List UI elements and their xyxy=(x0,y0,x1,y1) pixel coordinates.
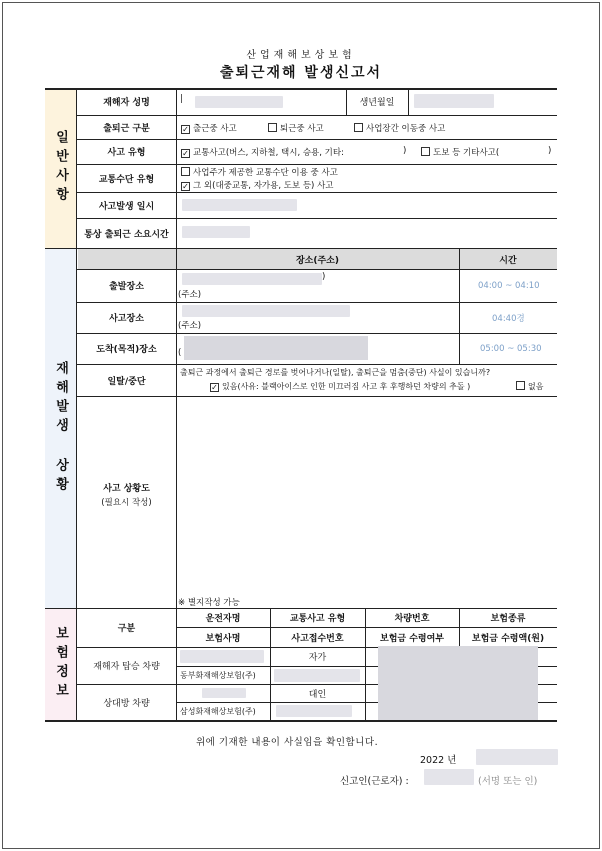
commute-option-go[interactable]: ✓ 출근중 사고 xyxy=(182,124,237,134)
transport-option-provided[interactable]: 사업주가 제공한 교통수단 이용 중 사고 xyxy=(181,166,338,178)
deviation-no-option[interactable]: 없음 xyxy=(516,381,543,392)
commute-option-leave[interactable]: 퇴근중 사고 xyxy=(268,122,324,134)
deviation-label: 일탈/중단 xyxy=(107,376,146,387)
datetime-value xyxy=(182,199,297,211)
arrival-label: 도착(목적)장소 xyxy=(96,345,157,355)
ins-accident-type-label: 교통사고 유형 xyxy=(289,614,346,624)
arrival-time: 05:00 ~ 05:30 xyxy=(480,344,542,354)
victim-name-value xyxy=(195,96,283,108)
checkbox-icon[interactable] xyxy=(421,147,430,156)
departure-label: 출발장소 xyxy=(109,282,144,292)
other-driver-value xyxy=(202,688,246,698)
time-header: 시간 xyxy=(499,255,517,266)
other-accident-type: 대인 xyxy=(308,689,327,700)
form-title: 출퇴근재해 발생신고서 xyxy=(219,65,383,81)
deviation-question: 출퇴근 과정에서 출퇴근 경로를 벗어나거나(일탈), 출퇴근을 멈춤(중단) 사실이 있습니까? xyxy=(180,368,491,377)
section-occurrence-label: 재해발생 상황 xyxy=(53,360,68,496)
departure-time: 04:00 ~ 04:10 xyxy=(478,281,540,291)
victim-insurer: 동부화재해상보험(주) xyxy=(180,671,256,680)
arrival-address-prefix: ( xyxy=(178,348,182,358)
departure-close: ) xyxy=(322,272,326,282)
checkbox-checked-icon[interactable]: ✓ xyxy=(211,383,218,392)
car-no-label: 차량번호 xyxy=(394,614,430,624)
datetime-label: 사고발생 일시 xyxy=(98,201,155,212)
section-general-label: 일반사항 xyxy=(53,130,68,206)
table-bottom-border xyxy=(45,720,557,722)
arrival-address-value xyxy=(184,336,368,360)
cursor-mark: | xyxy=(180,94,183,104)
other-vehicle-label: 상대방 차량 xyxy=(103,698,150,709)
sign-label: (서명 또는 인) xyxy=(478,776,538,787)
reporter-label: 신고인(근로자) : xyxy=(340,776,409,787)
accident-type-traffic[interactable]: ✓ 교통사고(버스, 지하철, 택시, 승용, 기타: xyxy=(182,148,344,158)
separate-note: ※ 별지작성 가능 xyxy=(178,598,240,608)
amount-label: 보험금 수령액(원) xyxy=(471,633,545,644)
claim-no-label: 사고접수번호 xyxy=(291,633,344,644)
date-value xyxy=(476,749,558,765)
accident-type-label: 사고 유형 xyxy=(107,148,146,158)
victim-accident-type: 자가 xyxy=(308,653,327,663)
year-text: 2022 년 xyxy=(420,755,457,766)
checkbox-icon[interactable] xyxy=(516,381,525,390)
victim-name-label: 재해자 성명 xyxy=(103,98,150,108)
section-occurrence xyxy=(45,248,77,608)
confirm-statement: 위에 기재한 내용이 사실임을 확인합니다. xyxy=(196,737,379,748)
checkbox-icon[interactable] xyxy=(268,123,277,132)
victim-claim-no xyxy=(274,669,360,682)
place-header: 장소(주소) xyxy=(295,255,339,266)
divider xyxy=(408,88,409,115)
birthdate-value xyxy=(414,94,494,108)
situation-drawing-area[interactable] xyxy=(177,397,557,594)
usual-time-label: 통상 출퇴근 소요시간 xyxy=(84,229,169,240)
accident-type-walk-close: ) xyxy=(548,146,552,156)
checkbox-icon[interactable] xyxy=(354,123,363,132)
departure-address-prefix: (주소) xyxy=(178,290,202,300)
checkbox-checked-icon[interactable]: ✓ xyxy=(182,149,189,158)
redacted-insurance-values xyxy=(378,646,538,720)
section-general xyxy=(45,88,77,248)
checkbox-checked-icon[interactable]: ✓ xyxy=(182,125,189,134)
accident-place-label: 사고장소 xyxy=(109,314,144,324)
victim-vehicle-label: 재해자 탑승 차량 xyxy=(93,662,160,672)
ins-type-label: 보험종류 xyxy=(490,614,526,624)
form-subtitle: 산업재해보상보험 xyxy=(246,50,356,61)
birthdate-label: 생년월일 xyxy=(359,98,395,108)
section-insurance-label: 보험정보 xyxy=(53,626,68,702)
received-label: 보험금 수령여부 xyxy=(380,633,444,644)
driver-label: 운전자명 xyxy=(205,614,241,624)
accident-type-walk[interactable]: 도보 등 기타사고( xyxy=(421,146,499,158)
commute-type-label: 출퇴근 구분 xyxy=(103,123,150,134)
transport-option-other[interactable]: ✓ 그 외(대중교통, 자가용, 도보 등) 사고 xyxy=(182,181,334,191)
accident-time: 04:40경 xyxy=(492,314,525,324)
accident-type-traffic-close: ) xyxy=(403,146,407,156)
transport-label: 교통수단 유형 xyxy=(98,174,155,185)
victim-driver-value xyxy=(180,650,264,663)
divider xyxy=(176,88,177,248)
other-claim-no xyxy=(276,705,352,717)
situation-sub: (필요시 작성) xyxy=(101,498,152,508)
reporter-name xyxy=(424,769,474,785)
category-label: 구분 xyxy=(117,624,136,634)
other-insurer: 삼성화재해상보험(주) xyxy=(180,707,256,716)
deviation-yes-option[interactable]: ✓ 있음(사유: 블랙아이스로 인한 미끄러짐 사고 후 후행하던 차량의 추돌 ) xyxy=(211,382,471,392)
commute-option-between[interactable]: 사업장간 이동중 사고 xyxy=(354,122,445,134)
checkbox-checked-icon[interactable]: ✓ xyxy=(182,182,189,191)
insurer-label: 보험사명 xyxy=(205,633,241,644)
accident-address-value xyxy=(182,305,350,317)
usual-time-value xyxy=(182,226,250,238)
checkbox-icon[interactable] xyxy=(181,167,190,176)
departure-address-value xyxy=(182,273,322,285)
section-insurance xyxy=(45,608,77,720)
accident-address-prefix: (주소) xyxy=(178,321,202,331)
situation-label: 사고 상황도 xyxy=(103,483,150,494)
